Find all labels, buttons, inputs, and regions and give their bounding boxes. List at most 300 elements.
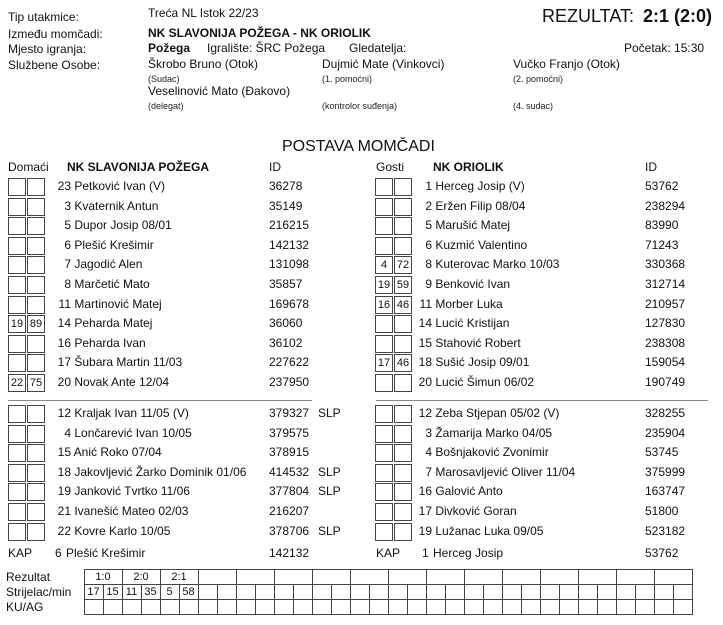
player-row [375, 236, 720, 256]
player-row [8, 502, 368, 522]
sub-player-box [375, 315, 393, 333]
card-cell [445, 600, 464, 615]
sub-minute-box [394, 335, 412, 353]
shirt-number: 8 [64, 277, 71, 291]
shirt-number: 3 [64, 198, 71, 213]
player-name-cell [415, 355, 529, 370]
scorer-minute-cell [597, 585, 616, 600]
sub-player-box [375, 198, 393, 216]
player-name: Galović Anto [435, 484, 503, 499]
sub-minute-box [27, 425, 45, 443]
player-id: 330368 [645, 257, 686, 272]
teams-label: Između momčadi: [8, 27, 103, 41]
scorer-number-cell: 11 [122, 585, 141, 600]
player-name: Novak Ante 12/04 [74, 375, 170, 389]
license-tag: SLP [318, 464, 341, 479]
scorer-minute-cell [559, 585, 578, 600]
player-name-cell [415, 484, 503, 499]
player-name-cell [415, 465, 575, 480]
player-id: 238308 [645, 335, 686, 350]
player-name: Kuterovac Marko 10/03 [435, 257, 560, 272]
official-name: Veselinović Mato (Đakovo) [148, 84, 291, 98]
player-name: Anić Roko 07/04 [73, 445, 162, 460]
official-name: Vučko Franjo (Otok) [513, 57, 620, 71]
player-name: Jakovljević Žarko Dominik 01/06 [74, 464, 247, 479]
player-row [8, 443, 368, 463]
player-row [375, 404, 720, 424]
sub-minute-box [27, 464, 45, 482]
away-side-label: Gosti [376, 160, 405, 174]
sub-minute-box [394, 315, 412, 333]
card-cell [578, 600, 597, 615]
venue-label: Mjesto igranja: [8, 42, 87, 56]
sub-player-box [8, 523, 26, 541]
result-label: REZULTAT: [542, 6, 635, 26]
sub-minute-box [394, 523, 412, 541]
official-role: (kontrolor suđenja) [322, 101, 398, 111]
card-cell [559, 600, 578, 615]
player-name: Petković Ivan (V) [74, 179, 166, 193]
player-row [8, 177, 368, 197]
player-row [8, 522, 368, 542]
sub-minute-box [394, 198, 412, 216]
player-id: 379327 [269, 406, 310, 420]
shirt-number: 19 [57, 484, 71, 499]
player-name-cell [415, 426, 552, 441]
sub-minute-box: 72 [394, 256, 412, 274]
player-id: 131098 [269, 257, 310, 272]
player-id: 238294 [645, 198, 686, 213]
player-name: Dupor Josip 08/01 [74, 218, 172, 233]
player-name-cell [415, 218, 510, 233]
player-name-cell [415, 406, 559, 421]
card-cell [521, 600, 540, 615]
player-name-cell [415, 316, 509, 331]
scorer-minute-cell [369, 585, 388, 600]
sub-minute-box [394, 374, 412, 392]
shirt-number: 14 [57, 316, 71, 331]
player-id: 36102 [269, 335, 303, 350]
player-row [375, 197, 720, 217]
player-row [375, 424, 720, 444]
score-cell [388, 570, 426, 585]
player-name-cell [415, 277, 510, 292]
scorer-minute-cell [217, 585, 236, 600]
player-row [8, 463, 368, 483]
sub-minute-box: 46 [394, 354, 412, 372]
player-name: Kuzmić Valentino [435, 237, 528, 252]
score-cell [274, 570, 312, 585]
player-name-cell [48, 316, 152, 331]
player-id: 378915 [269, 445, 310, 460]
player-id: 163747 [645, 484, 686, 499]
license-tag: SLP [318, 523, 341, 538]
sub-player-box: 19 [375, 276, 393, 294]
sub-minute-box: 46 [394, 296, 412, 314]
sub-minute-box [27, 483, 45, 501]
player-name-cell [48, 484, 190, 499]
shirt-number: 19 [418, 523, 432, 538]
officials-label: Službene Osobe: [8, 58, 101, 72]
player-row [375, 502, 720, 522]
player-name-cell [48, 257, 142, 272]
teams-value: NK SLAVONIJA POŽEGA - NK ORIOLIK [148, 26, 371, 40]
card-cell [616, 600, 635, 615]
player-id: 375999 [645, 464, 686, 479]
player-name-cell [415, 504, 517, 519]
home-divider [8, 400, 312, 401]
player-row [375, 177, 720, 197]
official-name: Škrobo Bruno (Otok) [148, 57, 259, 71]
score-cell [350, 570, 388, 585]
scorer-minute-cell [635, 585, 654, 600]
sub-player-box [8, 425, 26, 443]
sub-minute-box [27, 335, 45, 353]
shirt-number: 11 [419, 296, 432, 311]
player-name-cell [48, 465, 246, 480]
sub-player-box [375, 335, 393, 353]
player-name: Lucić Kristijan [435, 316, 510, 331]
card-cell [654, 600, 673, 615]
score-cell [654, 570, 692, 585]
player-name: Sušić Josip 09/01 [435, 355, 530, 370]
sub-minute-box [27, 444, 45, 462]
player-row [8, 373, 368, 393]
player-id: 237950 [269, 375, 310, 389]
home-id-header: ID [269, 160, 281, 174]
card-cell [502, 600, 521, 615]
sub-player-box [375, 425, 393, 443]
sub-player-box: 22 [8, 374, 26, 392]
card-cell [141, 600, 160, 615]
player-name-cell [48, 445, 162, 460]
home-captain-label: KAP [8, 546, 33, 560]
player-name-cell [48, 406, 189, 421]
sub-minute-box: 75 [27, 374, 45, 392]
score-cell [540, 570, 578, 585]
card-cell [483, 600, 502, 615]
sub-minute-box: 59 [394, 276, 412, 294]
sub-player-box: 4 [375, 256, 393, 274]
official-role: (1. pomoćni) [322, 74, 373, 84]
sub-player-box [375, 217, 393, 235]
away-captain-number: 1 [422, 546, 429, 560]
scorer-row [3, 585, 692, 600]
score-cell [312, 570, 350, 585]
player-name-cell [48, 355, 182, 370]
player-row [375, 334, 720, 354]
player-name-cell [48, 179, 165, 194]
player-row [8, 334, 368, 354]
sub-player-box [375, 405, 393, 423]
player-id: 35857 [269, 277, 303, 291]
sub-player-box [8, 237, 26, 255]
player-name: Marušić Matej [435, 218, 511, 233]
field-value: Igralište: ŠRC Požega [207, 41, 326, 55]
card-cell [274, 600, 293, 615]
sub-minute-box [27, 178, 45, 196]
player-id: 53762 [645, 179, 679, 193]
score-row [3, 570, 692, 585]
player-row [375, 275, 720, 295]
scorer-number-cell [654, 585, 673, 600]
shirt-number: 16 [57, 335, 71, 350]
player-name: Lončarević Ivan 10/05 [74, 425, 192, 440]
player-row [375, 522, 720, 542]
shirt-number: 14 [418, 316, 432, 331]
sub-player-box [8, 256, 26, 274]
cards-row-label: KU/AG [6, 599, 44, 614]
player-row [8, 314, 368, 334]
sub-minute-box [394, 425, 412, 443]
card-cell [293, 600, 312, 615]
player-row [8, 482, 368, 502]
player-name: Marosavljević Oliver 11/04 [435, 464, 576, 479]
player-id: 190749 [645, 375, 686, 389]
sub-minute-box [27, 237, 45, 255]
sub-player-box [8, 444, 26, 462]
sub-minute-box [27, 217, 45, 235]
player-row [375, 295, 720, 315]
sub-player-box [8, 276, 26, 294]
player-id: 379575 [269, 425, 310, 440]
sub-player-box: 17 [375, 354, 393, 372]
player-name: Šubara Martin 11/03 [74, 355, 183, 370]
player-id: 36060 [269, 316, 303, 331]
player-name-cell [415, 445, 549, 460]
official-role: (4. sudac) [513, 101, 554, 111]
sub-player-box [8, 296, 26, 314]
shirt-number: 12 [57, 406, 71, 420]
shirt-number: 7 [64, 257, 71, 272]
venue-value: Požega [148, 41, 191, 55]
shirt-number: 3 [425, 425, 432, 440]
sub-minute-box [394, 483, 412, 501]
score-cell: 2:1 [160, 570, 198, 585]
scorer-number-cell [312, 585, 331, 600]
scorer-minute-cell [521, 585, 540, 600]
player-name-cell [48, 336, 146, 351]
scorer-number-cell [464, 585, 483, 600]
player-row [375, 353, 720, 373]
spectators-label: Gledatelja: [349, 41, 407, 55]
player-id: 235904 [645, 425, 686, 440]
card-cell [369, 600, 388, 615]
license-tag: SLP [318, 406, 341, 420]
scorer-number-cell [236, 585, 255, 600]
scorer-number-cell [274, 585, 293, 600]
sub-minute-box [27, 276, 45, 294]
shirt-number: 8 [425, 257, 432, 272]
away-team-name: NK ORIOLIK [433, 160, 504, 174]
shirt-number: 22 [57, 523, 71, 538]
player-name: Stahović Robert [435, 335, 521, 350]
sub-minute-box [27, 503, 45, 521]
sub-player-box [375, 523, 393, 541]
scorer-number-cell [540, 585, 559, 600]
shirt-number: 6 [64, 237, 71, 252]
player-row [375, 255, 720, 275]
sub-minute-box [394, 464, 412, 482]
player-row [8, 236, 368, 256]
player-id: 210957 [645, 296, 686, 311]
card-cell [388, 600, 407, 615]
shirt-number: 5 [425, 218, 432, 233]
sub-minute-box [27, 405, 45, 423]
player-name-cell [415, 238, 527, 253]
player-name: Žamarija Marko 04/05 [435, 425, 553, 440]
scorer-number-cell: 5 [160, 585, 179, 600]
sub-player-box [8, 464, 26, 482]
player-row [375, 463, 720, 483]
home-captain-name: Plešić Krešimir [66, 546, 146, 560]
sub-player-box [375, 464, 393, 482]
player-name: Morber Luka [435, 296, 503, 311]
sub-player-box [375, 178, 393, 196]
shirt-number: 15 [57, 445, 71, 460]
official-role: (2. pomoćni) [513, 74, 564, 84]
player-id: 36278 [269, 179, 303, 193]
scorer-number-cell [198, 585, 217, 600]
player-name: Kvaternik Antun [74, 198, 159, 213]
match-type-value: Treća NL Istok 22/23 [148, 6, 259, 20]
sub-minute-box [394, 444, 412, 462]
score-cell [616, 570, 654, 585]
sub-minute-box: 89 [27, 315, 45, 333]
player-id: 216207 [269, 504, 310, 518]
sub-minute-box [394, 503, 412, 521]
shirt-number: 4 [425, 445, 432, 460]
score-cell: 1:0 [84, 570, 122, 585]
home-team-name: NK SLAVONIJA POŽEGA [67, 160, 210, 174]
away-captain-name: Herceg Josip [433, 546, 504, 560]
scorer-number-cell [502, 585, 521, 600]
card-cell [198, 600, 217, 615]
player-row [8, 404, 368, 424]
player-name: Eržen Filip 08/04 [435, 198, 526, 213]
shirt-number: 11 [58, 296, 71, 311]
sub-player-box [375, 444, 393, 462]
score-cell [426, 570, 464, 585]
player-row [375, 314, 720, 334]
match-events-grid [3, 569, 693, 615]
player-id: 227622 [269, 355, 310, 370]
shirt-number: 4 [64, 425, 71, 440]
shirt-number: 16 [418, 484, 432, 499]
scorer-number-cell [426, 585, 445, 600]
shirt-number: 9 [425, 277, 432, 291]
player-row [8, 275, 368, 295]
scorer-minute-cell [483, 585, 502, 600]
player-name: Janković Tvrtko 11/06 [74, 484, 190, 499]
player-name-cell [415, 336, 521, 351]
player-row [8, 353, 368, 373]
card-cell [464, 600, 483, 615]
sub-player-box [8, 483, 26, 501]
score-cell [502, 570, 540, 585]
sub-minute-box [394, 237, 412, 255]
sub-minute-box [27, 256, 45, 274]
official-role: (delegat) [148, 101, 184, 111]
player-name-cell [48, 277, 150, 292]
scorer-minute-cell: 15 [103, 585, 122, 600]
shirt-number: 2 [425, 198, 432, 213]
away-id-header: ID [645, 160, 657, 174]
scorer-minute-cell [255, 585, 274, 600]
player-name-cell [48, 426, 192, 441]
player-name: Kovre Karlo 10/05 [74, 523, 171, 538]
player-name-cell [415, 257, 559, 272]
player-name: Marčetić Mato [74, 277, 150, 291]
scorer-number-cell [578, 585, 597, 600]
score-cell [236, 570, 274, 585]
player-name-cell [48, 218, 172, 233]
player-id: 159054 [645, 355, 686, 370]
score-cell: 2:0 [122, 570, 160, 585]
sub-minute-box [27, 296, 45, 314]
scorer-minute-cell: 58 [179, 585, 198, 600]
player-id: 51800 [645, 504, 679, 518]
sub-minute-box [394, 405, 412, 423]
player-row [375, 443, 720, 463]
shirt-number: 23 [57, 179, 71, 193]
card-cell [255, 600, 274, 615]
sub-player-box [8, 354, 26, 372]
card-cell [179, 600, 198, 615]
sub-player-box [375, 483, 393, 501]
player-id: 127830 [645, 316, 686, 331]
player-id: 83990 [645, 218, 679, 233]
player-id: 169678 [269, 296, 310, 311]
sub-player-box [8, 335, 26, 353]
sub-minute-box [27, 354, 45, 372]
player-name: Peharda Matej [74, 316, 153, 331]
player-name-cell [415, 297, 503, 312]
sub-player-box [8, 178, 26, 196]
score-cell [578, 570, 616, 585]
card-cell [84, 600, 103, 615]
score-cell [198, 570, 236, 585]
player-id: 523182 [645, 523, 686, 538]
player-name: Divković Goran [435, 504, 517, 518]
player-name: Martinović Matej [74, 296, 162, 311]
official-name: Dujmić Mate (Vinkovci) [322, 57, 445, 71]
player-row [8, 424, 368, 444]
shirt-number: 7 [425, 464, 432, 479]
scorer-minute-cell [293, 585, 312, 600]
sub-minute-box [394, 217, 412, 235]
scorer-number-cell [388, 585, 407, 600]
player-name: Lužanac Luka 09/05 [435, 523, 544, 538]
sub-player-box: 19 [8, 315, 26, 333]
shirt-number: 20 [57, 375, 71, 389]
player-row [8, 197, 368, 217]
player-name-cell [48, 199, 158, 214]
home-captain-number: 6 [55, 546, 62, 560]
away-captain-label: KAP [376, 546, 401, 560]
card-cell [312, 600, 331, 615]
scorer-minute-cell [673, 585, 692, 600]
card-cell [635, 600, 654, 615]
card-cell [426, 600, 445, 615]
shirt-number: 5 [64, 218, 71, 233]
sub-player-box: 16 [375, 296, 393, 314]
cards-row [3, 600, 692, 615]
player-name-cell [48, 238, 154, 253]
player-name: Kraljak Ivan 11/05 (V) [74, 406, 189, 420]
shirt-number: 17 [57, 355, 71, 370]
player-name: Herceg Josip (V) [435, 179, 525, 193]
